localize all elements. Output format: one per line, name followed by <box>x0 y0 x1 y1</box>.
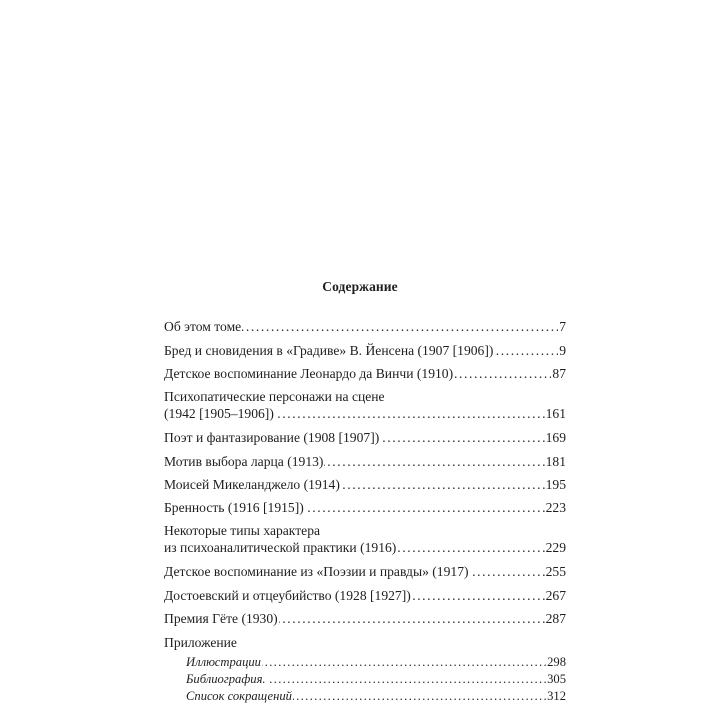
page-number: 181 <box>545 454 566 469</box>
toc-entry[interactable] <box>164 476 566 493</box>
dot-leader <box>293 689 546 704</box>
dot-leader <box>380 429 544 446</box>
page-number: 312 <box>547 689 566 703</box>
entry-title: Моисей Микеланджело (1914) <box>164 477 340 492</box>
page-number: 267 <box>545 588 566 603</box>
entry-title: Бренность (1916 [1915]) <box>164 500 304 515</box>
page-number: 195 <box>545 477 566 492</box>
dot-leader <box>267 672 547 687</box>
toc-entry[interactable] <box>164 388 566 422</box>
entry-title: Психопатические персонажи на сцене <box>164 389 385 404</box>
toc-title: Содержание <box>322 279 398 294</box>
entry-title: Некоторые типы характера <box>164 523 321 538</box>
appendix-entry[interactable] <box>186 672 566 687</box>
entry-title: Мотив выбора ларца (1913) <box>164 454 324 469</box>
dot-leader <box>494 342 558 359</box>
toc-entry[interactable] <box>164 453 566 470</box>
appendix-label: Приложение <box>164 635 237 650</box>
dot-leader <box>275 405 545 422</box>
dot-leader <box>262 655 546 670</box>
entry-title: Список сокращений <box>186 689 292 703</box>
page-number: 161 <box>545 406 566 421</box>
entry-title: Премия Гёте (1930) <box>164 611 278 626</box>
entry-title: Об этом томе <box>164 319 242 334</box>
entry-title: Достоевский и отцеубийство (1928 [1927]) <box>164 588 411 603</box>
entry-title: Библиография. <box>186 672 266 686</box>
page-number: 287 <box>545 611 566 626</box>
toc-entry[interactable] <box>164 563 566 580</box>
dot-leader <box>397 539 544 556</box>
dot-leader <box>305 499 545 516</box>
toc-entry[interactable] <box>164 587 566 604</box>
page-number: 305 <box>547 672 566 686</box>
page-number: 298 <box>547 655 566 669</box>
appendix-heading <box>164 634 566 651</box>
page-number: 169 <box>545 430 566 445</box>
page-number: 229 <box>545 540 566 555</box>
page-number: 7 <box>559 319 566 334</box>
appendix-entry[interactable] <box>186 689 566 704</box>
dot-leader <box>341 476 545 493</box>
dot-leader <box>242 318 558 335</box>
dot-leader <box>279 610 545 627</box>
dot-leader <box>324 453 544 470</box>
page-number: 255 <box>545 564 566 579</box>
dot-leader <box>470 563 545 580</box>
appendix-entry[interactable] <box>186 655 566 670</box>
toc-entry[interactable] <box>164 610 566 627</box>
dot-leader <box>412 587 545 604</box>
entry-title: Иллюстрации <box>186 655 261 669</box>
page-number: 87 <box>552 366 566 381</box>
toc-entry[interactable] <box>164 522 566 556</box>
entry-title: Детское воспоминание из «Поэзии и правды» (1917) <box>164 564 469 579</box>
entry-title-cont: из психоаналитической практики (1916) <box>164 540 397 555</box>
page-number: 9 <box>559 343 566 358</box>
page-number: 223 <box>545 500 566 515</box>
toc-entry[interactable] <box>164 365 566 382</box>
dot-leader <box>454 365 551 382</box>
entry-title-cont: (1942 [1905–1906]) <box>164 406 274 421</box>
entry-title: Бред и сновидения в «Градиве» В. Йенсена (1907 [1906]) <box>164 343 494 358</box>
toc-entry[interactable] <box>164 499 566 516</box>
entry-title: Детское воспоминание Леонардо да Винчи (1910) <box>164 366 454 381</box>
entry-title: Поэт и фантазирование (1908 [1907]) <box>164 430 380 445</box>
toc-entry[interactable] <box>164 318 566 335</box>
toc-entry[interactable] <box>164 342 566 359</box>
toc-entry[interactable] <box>164 429 566 446</box>
